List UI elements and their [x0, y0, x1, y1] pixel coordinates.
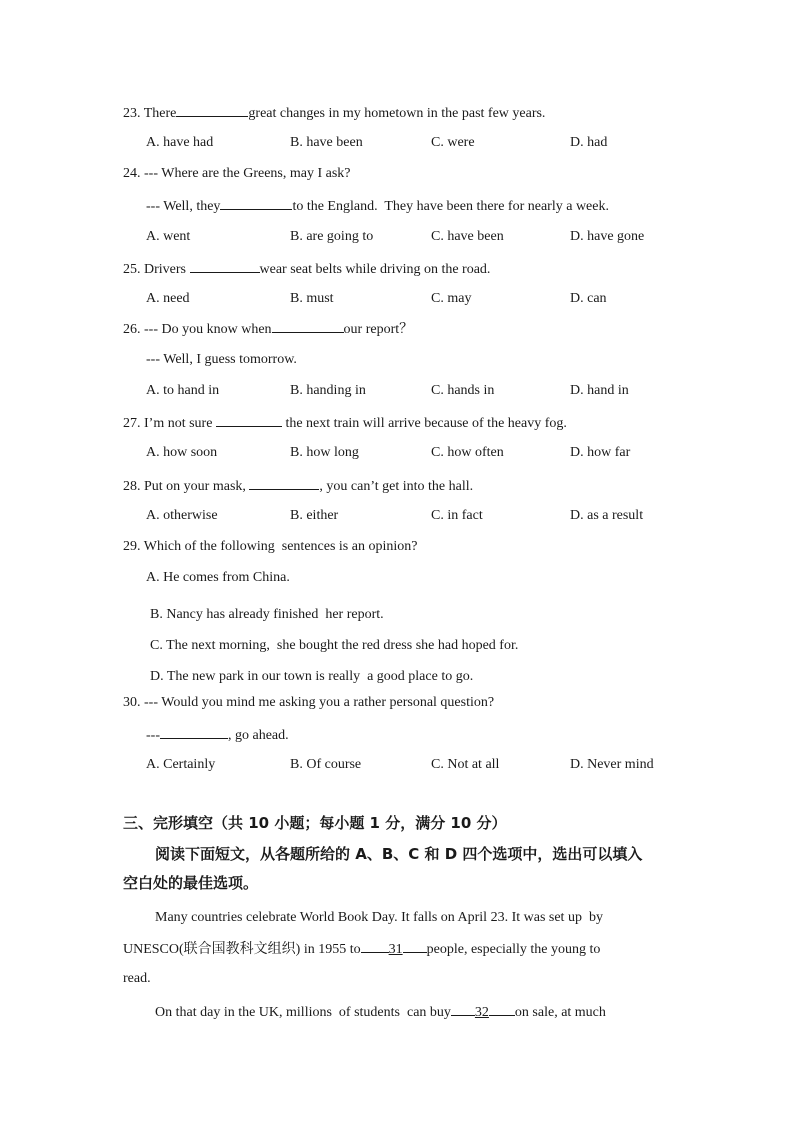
option-c[interactable]: C. in fact [431, 508, 483, 523]
stem-text: wear seat belts while driving on the road. [259, 262, 491, 277]
passage-line [155, 1002, 606, 1022]
option-d[interactable]: D. had [570, 135, 608, 150]
question-number: 29. [123, 539, 141, 554]
option-b[interactable]: B. have been [290, 135, 363, 150]
stem-text: our report？ [343, 322, 414, 337]
option-c[interactable]: C. how often [431, 445, 504, 460]
section-instruction: 阅读下面短文，从各题所给的 A、B、C 和 D 四个选项中，选出可以填入 [155, 845, 643, 863]
stem-text: --- Well, they [146, 199, 221, 214]
option-b[interactable]: B. Nancy has already finished her report. [150, 607, 384, 622]
stem-text: --- [146, 728, 160, 743]
answer-blank[interactable] [176, 103, 248, 117]
option-b[interactable]: B. handing in [290, 383, 366, 398]
option-d[interactable]: D. how far [570, 445, 631, 460]
option-c[interactable]: C. have been [431, 229, 504, 244]
option-c[interactable]: C. may [431, 291, 472, 306]
stem-text: to the England. They have been there for nearly a week. [292, 199, 609, 214]
question-number: 23. [123, 106, 141, 121]
question-24-stem [123, 165, 351, 183]
option-d[interactable]: D. The new park in our town is really a good place to go. [150, 669, 474, 684]
option-d[interactable]: D. hand in [570, 383, 629, 398]
answer-blank[interactable] [361, 939, 389, 953]
question-number: 26. [123, 322, 141, 337]
passage-line [123, 939, 600, 959]
answer-blank[interactable] [160, 725, 228, 739]
section-heading: 三、完形填空（共 10 小题；每小题 1 分，满分 10 分） [123, 814, 507, 832]
answer-blank[interactable] [190, 259, 260, 273]
question-30-reply [146, 725, 289, 745]
option-a[interactable]: A. went [146, 229, 191, 244]
question-30-stem [123, 694, 494, 712]
answer-blank[interactable] [220, 196, 292, 210]
blank-number: 31 [388, 942, 403, 957]
question-number: 28. [123, 479, 141, 494]
question-23-stem [123, 103, 545, 123]
answer-blank[interactable] [403, 939, 427, 953]
option-a[interactable]: A. have had [146, 135, 214, 150]
stem-text: --- Would you mind me asking you a rather personal question? [144, 695, 495, 710]
stem-text: , you can’t get into the hall. [319, 479, 474, 494]
option-d[interactable]: D. can [570, 291, 607, 306]
blank-number: 32 [474, 1005, 489, 1020]
stem-text: I’m not sure [144, 416, 213, 431]
section-instruction-cont: 空白处的最佳选项。 [123, 874, 259, 892]
stem-text: the next train will arrive because of the heavy fog. [281, 416, 567, 431]
question-26-reply: --- Well, I guess tomorrow. [146, 352, 297, 367]
question-27-stem [123, 413, 567, 433]
passage-text: on sale, at much [514, 1005, 606, 1020]
stem-text: --- Do you know when [144, 322, 272, 337]
option-c[interactable]: C. Not at all [431, 757, 500, 772]
option-a[interactable]: A. Certainly [146, 757, 216, 772]
option-c[interactable]: C. hands in [431, 383, 495, 398]
passage-line: read. [123, 971, 151, 986]
option-a[interactable]: A. need [146, 291, 190, 306]
question-number: 27. [123, 416, 141, 431]
question-number: 25. [123, 262, 141, 277]
option-b[interactable]: B. Of course [290, 757, 362, 772]
answer-blank[interactable] [249, 476, 319, 490]
answer-blank[interactable] [216, 413, 282, 427]
option-d[interactable]: D. as a result [570, 508, 644, 523]
answer-blank[interactable] [451, 1002, 475, 1016]
option-b[interactable]: B. either [290, 508, 339, 523]
option-b[interactable]: B. must [290, 291, 334, 306]
question-29-stem [123, 538, 417, 556]
question-number: 24. [123, 166, 141, 181]
question-24-reply [146, 196, 609, 216]
option-b[interactable]: B. how long [290, 445, 359, 460]
passage-text: UNESCO(联合国教科文组织) in 1955 to [123, 942, 361, 957]
question-number: 30. [123, 695, 141, 710]
answer-blank[interactable] [489, 1002, 515, 1016]
option-c[interactable]: C. The next morning, she bought the red dress she had hoped for. [150, 638, 519, 653]
stem-text: Put on your mask, [144, 479, 246, 494]
passage-line: Many countries celebrate World Book Day. It falls on April 23. It was set up by [155, 910, 603, 925]
question-25-stem [123, 259, 490, 279]
option-a[interactable]: A. to hand in [146, 383, 220, 398]
stem-text: , go ahead. [228, 728, 289, 743]
stem-text: great changes in my hometown in the past few years. [248, 106, 546, 121]
stem-text: Which of the following sentences is an opinion? [143, 539, 418, 554]
stem-text: Drivers [144, 262, 186, 277]
option-c[interactable]: C. were [431, 135, 475, 150]
question-26-stem [123, 319, 413, 339]
stem-text: There [143, 106, 177, 121]
option-a[interactable]: A. how soon [146, 445, 218, 460]
option-d[interactable]: D. have gone [570, 229, 645, 244]
passage-text: people, especially the young to [426, 942, 601, 957]
stem-text: --- Where are the Greens, may I ask? [144, 166, 351, 181]
question-28-stem [123, 476, 473, 496]
option-d[interactable]: D. Never mind [570, 757, 654, 772]
passage-text: On that day in the UK, millions of students can buy [155, 1005, 451, 1020]
answer-blank[interactable] [272, 319, 344, 333]
option-b[interactable]: B. are going to [290, 229, 374, 244]
option-a[interactable]: A. otherwise [146, 508, 218, 523]
option-a[interactable]: A. He comes from China. [146, 570, 290, 585]
